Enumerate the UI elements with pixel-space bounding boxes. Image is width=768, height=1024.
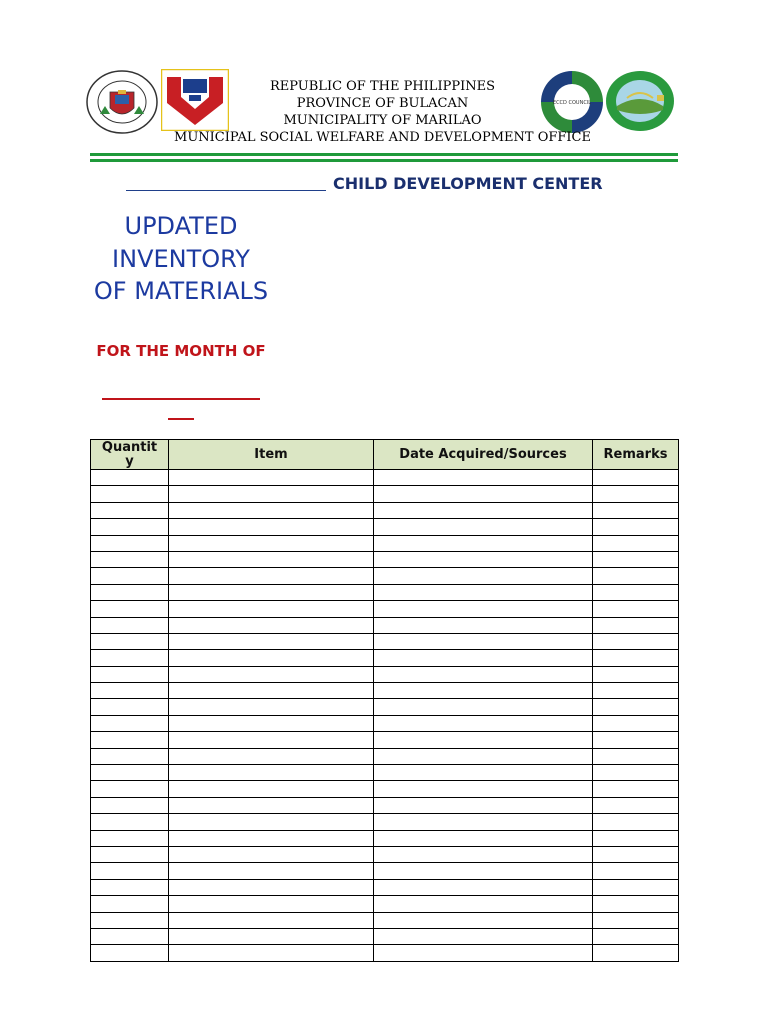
cell-date[interactable] <box>374 486 593 502</box>
cell-item[interactable] <box>169 863 374 879</box>
table-row <box>91 715 679 731</box>
cell-date[interactable] <box>374 797 593 813</box>
cell-remarks[interactable] <box>593 715 679 731</box>
cell-quantity[interactable] <box>91 551 169 567</box>
cell-remarks[interactable] <box>593 584 679 600</box>
header-municipality: MUNICIPALITY OF MARILAO <box>283 113 482 128</box>
cell-item[interactable] <box>169 879 374 895</box>
cell-date[interactable] <box>374 470 593 486</box>
cell-quantity[interactable] <box>91 617 169 633</box>
cell-date[interactable] <box>374 551 593 567</box>
cell-remarks[interactable] <box>593 666 679 682</box>
table-row <box>91 797 679 813</box>
cell-date[interactable] <box>374 846 593 862</box>
document-subtitle: FOR THE MONTH OF <box>96 342 266 360</box>
cell-remarks[interactable] <box>593 601 679 617</box>
cell-date[interactable] <box>374 928 593 944</box>
center-name-label: CHILD DEVELOPMENT CENTER <box>333 174 603 193</box>
month-blank-line <box>102 398 260 400</box>
cell-quantity[interactable] <box>91 584 169 600</box>
cell-item[interactable] <box>169 715 374 731</box>
cell-quantity[interactable] <box>91 863 169 879</box>
cell-item[interactable] <box>169 666 374 682</box>
cell-quantity[interactable] <box>91 879 169 895</box>
table-row <box>91 699 679 715</box>
cell-date[interactable] <box>374 781 593 797</box>
table-row <box>91 519 679 535</box>
cell-item[interactable] <box>169 912 374 928</box>
table-row <box>91 732 679 748</box>
cell-quantity[interactable] <box>91 502 169 518</box>
cell-date[interactable] <box>374 666 593 682</box>
header-province: PROVINCE OF BULACAN <box>296 96 469 111</box>
cell-remarks[interactable] <box>593 797 679 813</box>
cell-quantity[interactable] <box>91 797 169 813</box>
cell-remarks[interactable] <box>593 650 679 666</box>
table-row <box>91 470 679 486</box>
cell-date[interactable] <box>374 912 593 928</box>
cell-item[interactable] <box>169 732 374 748</box>
cell-date[interactable] <box>374 650 593 666</box>
table-row <box>91 486 679 502</box>
table-row <box>91 846 679 862</box>
cell-quantity[interactable] <box>91 765 169 781</box>
cell-quantity[interactable] <box>91 699 169 715</box>
table-row <box>91 912 679 928</box>
cell-quantity[interactable] <box>91 814 169 830</box>
table-row <box>91 830 679 846</box>
month-blank-line-continued <box>168 418 194 420</box>
cell-remarks[interactable] <box>593 863 679 879</box>
cell-item[interactable] <box>169 601 374 617</box>
cell-remarks[interactable] <box>593 535 679 551</box>
cell-remarks[interactable] <box>593 830 679 846</box>
cell-date[interactable] <box>374 519 593 535</box>
cell-date[interactable] <box>374 535 593 551</box>
table-row <box>91 781 679 797</box>
table-row <box>91 896 679 912</box>
cell-remarks[interactable] <box>593 748 679 764</box>
barangay-prenza-logo <box>605 70 675 132</box>
cell-item[interactable] <box>169 797 374 813</box>
cell-item[interactable] <box>169 830 374 846</box>
cell-item[interactable] <box>169 470 374 486</box>
cell-date[interactable] <box>374 502 593 518</box>
cell-remarks[interactable] <box>593 896 679 912</box>
cell-quantity[interactable] <box>91 846 169 862</box>
table-row <box>91 879 679 895</box>
cell-item[interactable] <box>169 584 374 600</box>
table-row <box>91 666 679 682</box>
cell-remarks[interactable] <box>593 551 679 567</box>
cell-remarks[interactable] <box>593 568 679 584</box>
cell-date[interactable] <box>374 732 593 748</box>
column-header-quantity: Quantity <box>91 440 169 470</box>
cell-item[interactable] <box>169 846 374 862</box>
table-row <box>91 502 679 518</box>
cell-remarks[interactable] <box>593 814 679 830</box>
cell-date[interactable] <box>374 683 593 699</box>
cell-item[interactable] <box>169 896 374 912</box>
cell-remarks[interactable] <box>593 486 679 502</box>
column-header-item: Item <box>169 440 374 470</box>
column-header-date: Date Acquired/Sources <box>374 440 593 470</box>
header-office: MUNICIPAL SOCIAL WELFARE AND DEVELOPMENT OFFICE <box>174 130 591 145</box>
cell-date[interactable] <box>374 601 593 617</box>
cell-quantity[interactable] <box>91 650 169 666</box>
cell-item[interactable] <box>169 781 374 797</box>
cell-quantity[interactable] <box>91 470 169 486</box>
cell-quantity[interactable] <box>91 748 169 764</box>
cell-quantity[interactable] <box>91 945 169 961</box>
cell-remarks[interactable] <box>593 928 679 944</box>
cell-remarks[interactable] <box>593 633 679 649</box>
cell-date[interactable] <box>374 863 593 879</box>
cell-date[interactable] <box>374 765 593 781</box>
cell-quantity[interactable] <box>91 535 169 551</box>
cell-item[interactable] <box>169 617 374 633</box>
cell-remarks[interactable] <box>593 912 679 928</box>
cell-date[interactable] <box>374 633 593 649</box>
header-divider-bottom <box>90 159 678 162</box>
cell-item[interactable] <box>169 519 374 535</box>
inventory-table-body <box>91 470 679 962</box>
cell-item[interactable] <box>169 502 374 518</box>
table-row <box>91 535 679 551</box>
table-row <box>91 765 679 781</box>
cell-item[interactable] <box>169 748 374 764</box>
cell-remarks[interactable] <box>593 683 679 699</box>
cell-quantity[interactable] <box>91 912 169 928</box>
header-republic: REPUBLIC OF THE PHILIPPINES <box>270 79 495 94</box>
cell-date[interactable] <box>374 814 593 830</box>
table-row <box>91 568 679 584</box>
cell-date[interactable] <box>374 830 593 846</box>
cell-remarks[interactable] <box>593 502 679 518</box>
cell-remarks[interactable] <box>593 879 679 895</box>
table-row <box>91 650 679 666</box>
cell-remarks[interactable] <box>593 765 679 781</box>
cell-remarks[interactable] <box>593 617 679 633</box>
cell-item[interactable] <box>169 633 374 649</box>
table-row <box>91 683 679 699</box>
cell-item[interactable] <box>169 928 374 944</box>
cell-quantity[interactable] <box>91 633 169 649</box>
cell-item[interactable] <box>169 683 374 699</box>
cell-remarks[interactable] <box>593 470 679 486</box>
cell-remarks[interactable] <box>593 945 679 961</box>
inventory-table <box>90 439 679 962</box>
document-title: UPDATED INVENTORY OF MATERIALS <box>93 212 269 305</box>
cell-quantity[interactable] <box>91 715 169 731</box>
table-header-row <box>91 440 679 470</box>
table-row <box>91 633 679 649</box>
cell-item[interactable] <box>169 945 374 961</box>
cell-quantity[interactable] <box>91 666 169 682</box>
table-row <box>91 945 679 961</box>
table-row <box>91 617 679 633</box>
cell-item[interactable] <box>169 568 374 584</box>
marilao-seal-logo <box>85 70 159 134</box>
cell-item[interactable] <box>169 535 374 551</box>
cell-quantity[interactable] <box>91 732 169 748</box>
cell-quantity[interactable] <box>91 928 169 944</box>
cell-remarks[interactable] <box>593 846 679 862</box>
cell-item[interactable] <box>169 551 374 567</box>
cell-remarks[interactable] <box>593 781 679 797</box>
header-divider-top <box>90 153 678 156</box>
cell-date[interactable] <box>374 699 593 715</box>
cell-item[interactable] <box>169 650 374 666</box>
cell-date[interactable] <box>374 617 593 633</box>
cell-item[interactable] <box>169 765 374 781</box>
cell-date[interactable] <box>374 568 593 584</box>
table-row <box>91 601 679 617</box>
table-row <box>91 551 679 567</box>
cell-quantity[interactable] <box>91 486 169 502</box>
cell-quantity[interactable] <box>91 601 169 617</box>
cell-quantity[interactable] <box>91 568 169 584</box>
column-header-remarks: Remarks <box>593 440 679 470</box>
table-row <box>91 863 679 879</box>
cell-remarks[interactable] <box>593 732 679 748</box>
table-row <box>91 584 679 600</box>
cell-date[interactable] <box>374 715 593 731</box>
table-row <box>91 748 679 764</box>
cell-date[interactable] <box>374 748 593 764</box>
center-name-blank <box>126 190 326 191</box>
cell-quantity[interactable] <box>91 781 169 797</box>
cell-quantity[interactable] <box>91 896 169 912</box>
table-row <box>91 928 679 944</box>
cell-date[interactable] <box>374 584 593 600</box>
cell-quantity[interactable] <box>91 683 169 699</box>
cell-remarks[interactable] <box>593 519 679 535</box>
cell-quantity[interactable] <box>91 830 169 846</box>
cell-item[interactable] <box>169 699 374 715</box>
cell-quantity[interactable] <box>91 519 169 535</box>
cell-date[interactable] <box>374 945 593 961</box>
cell-date[interactable] <box>374 879 593 895</box>
cell-date[interactable] <box>374 896 593 912</box>
table-row <box>91 814 679 830</box>
cell-remarks[interactable] <box>593 699 679 715</box>
cell-item[interactable] <box>169 486 374 502</box>
cell-item[interactable] <box>169 814 374 830</box>
eccd-council-text: ECCD COUNCIL <box>552 100 592 106</box>
